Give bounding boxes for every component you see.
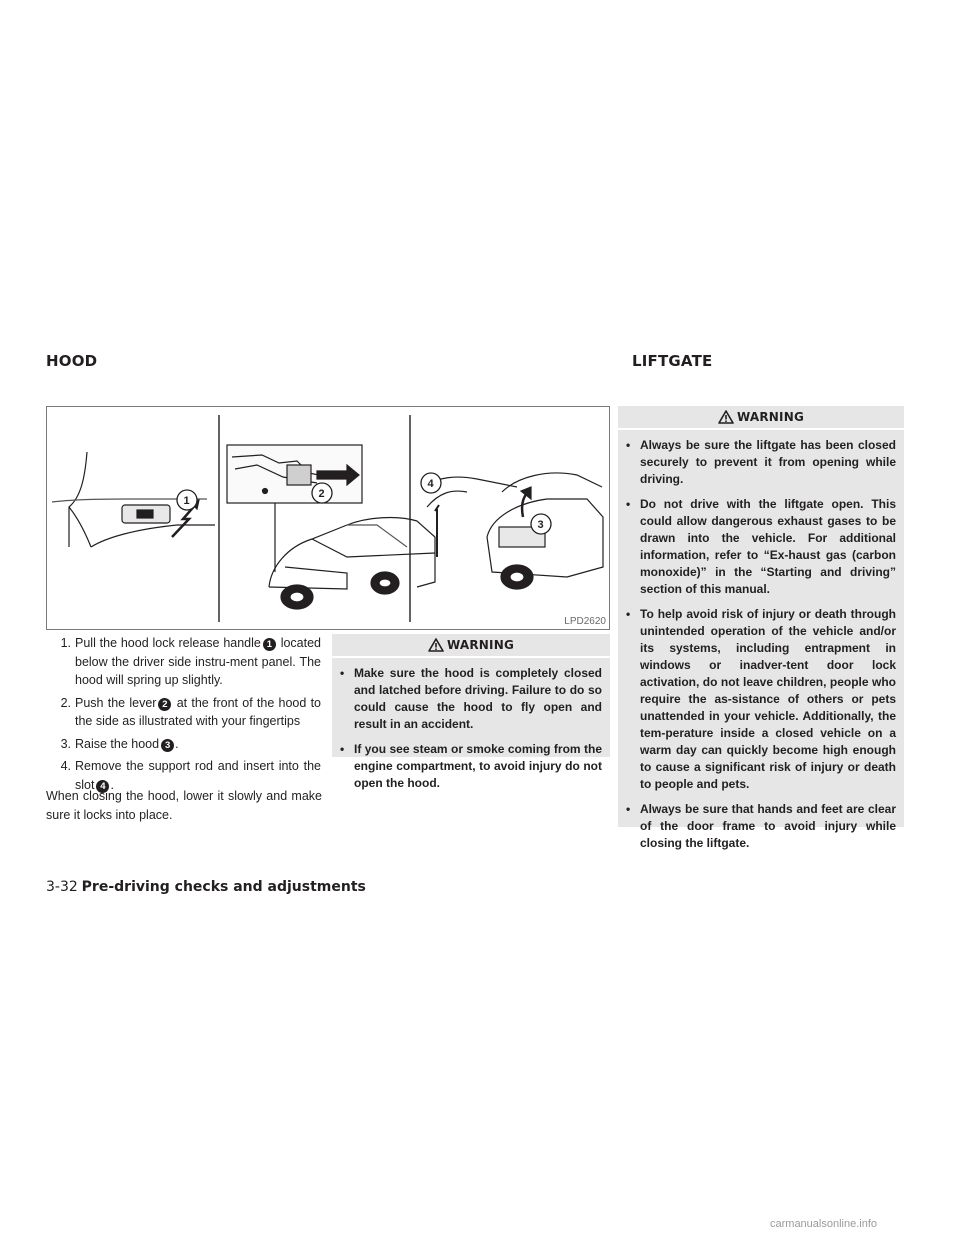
step-number: 1. (60, 636, 71, 650)
warning-item: • Always be sure the liftgate has been closed securely to prevent it from opening while driving. (626, 438, 896, 486)
liftgate-warning-box (618, 406, 904, 850)
step-text: Raise the hood 3 . (75, 736, 179, 751)
bullet-icon: • (340, 666, 345, 680)
step-number: 3. (60, 736, 71, 751)
hood-steps (46, 634, 321, 798)
bullet-icon: • (626, 802, 631, 816)
step-text: Pull the hood lock release handle 1 located below the driver side instru-ment panel. The hood will spring up slightly. (75, 636, 322, 687)
bullet-icon: • (626, 438, 631, 452)
callout-marker-icon: 4 (96, 780, 109, 793)
hood-section-title: HOOD (46, 352, 98, 370)
step-text: Remove the support rod and insert into the slot 4 . (75, 759, 321, 792)
step-item (46, 634, 321, 690)
figure-callout-1: 1 (183, 495, 190, 507)
figure-code: LPD2620 (564, 616, 606, 627)
figure-callout-4: 4 (427, 478, 434, 490)
warning-item: • Do not drive with the liftgate open. This could allow dangerous exhaust gases to be drawn into the vehicle. For additional information, refer to “Ex-haust gas (carbon monoxide)” in the “Starting and driving” section of this manual. (626, 497, 896, 596)
warning-divider (332, 656, 610, 658)
callout-marker-icon: 2 (158, 698, 171, 711)
hood-warning-box (332, 634, 610, 790)
liftgate-section-title: LIFTGATE (632, 352, 713, 370)
page-footer (46, 878, 366, 895)
closing-paragraph: When closing the hood, lower it slowly and make sure it locks into place. (46, 789, 322, 822)
page-number: 3-32 (46, 879, 78, 895)
figure-callout-3: 3 (537, 519, 544, 531)
step-item (46, 735, 321, 754)
warning-item: • Make sure the hood is completely closed and latched before driving. Failure to do so could cause the hood to fly open and result in an accident. (340, 666, 602, 731)
step-item (46, 694, 321, 731)
step-text: Push the lever 2 at the front of the hood to the side as illustrated with your fingertips (75, 695, 321, 728)
figure-callout-2: 2 (318, 488, 325, 500)
hood-illustration (46, 406, 610, 630)
step-number: 4. (60, 759, 71, 773)
callout-marker-icon: 3 (161, 739, 174, 752)
step-number: 2. (60, 695, 71, 710)
bullet-icon: • (626, 497, 631, 511)
warning-item: • Always be sure that hands and feet are clear of the door frame to avoid injury while closing the liftgate. (626, 802, 896, 850)
warning-triangle-icon (718, 410, 734, 424)
warning-heading: WARNING (340, 634, 602, 656)
bullet-icon: • (340, 742, 345, 756)
warning-divider (618, 428, 904, 430)
warning-item: • If you see steam or smoke coming from the engine compartment, to avoid injury do not open the hood. (340, 742, 602, 790)
callout-marker-icon: 1 (263, 638, 276, 651)
watermark: carmanualsonline.info (770, 1218, 878, 1230)
chapter-title: Pre-driving checks and adjustments (81, 879, 366, 895)
warning-item: • To help avoid risk of injury or death through unintended operation of the vehicle and/or its systems, including entrapment in windows or inadver-tent door lock activation, do not leave children, people who require the as-sistance of others or pets unattended in your vehicle. Additionally, the tem-perature inside a closed vehicle on a warm day can quickly become high enough to cause a significant risk of injury or death to people and pets. (626, 607, 896, 791)
hood-illustration-drawing (47, 407, 609, 629)
bullet-icon: • (626, 607, 631, 621)
warning-triangle-icon (428, 638, 444, 652)
warning-heading: WARNING (626, 406, 896, 428)
